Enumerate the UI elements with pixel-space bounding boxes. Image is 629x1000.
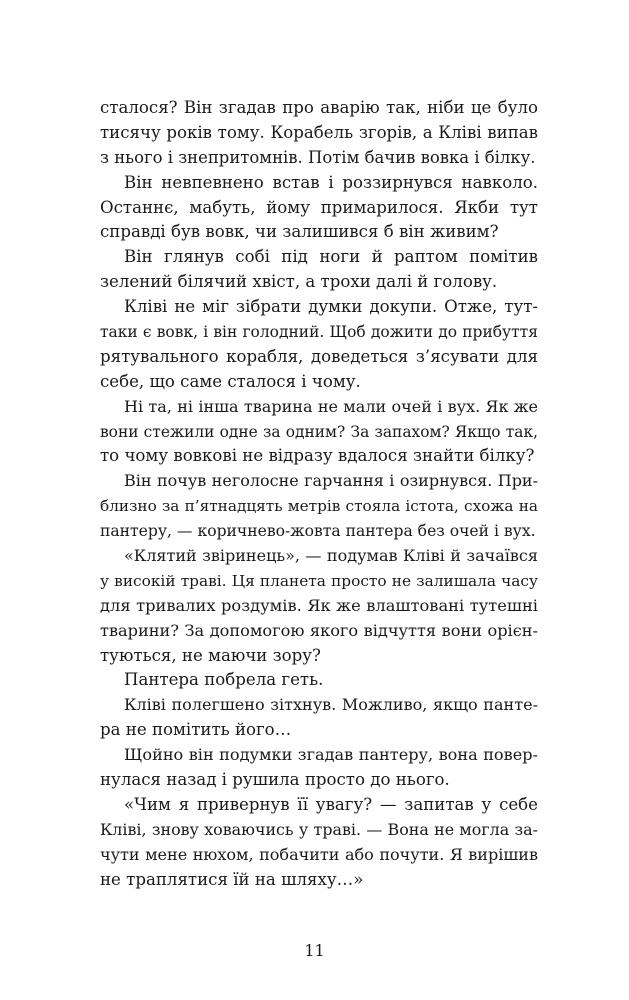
text-line: туються, не маючи зору? — [100, 645, 321, 665]
text-line: з нього і знепритомнів. Потім бачив вовка і білку. — [100, 147, 536, 167]
text-line: у високій траві. Ця планета просто не залишала часу — [100, 571, 538, 590]
text-line: тисячу років тому. Корабель згорів, а Кліві випав — [100, 122, 538, 142]
text-line: «Клятий звіринець», — подумав Кліві й зачаївся — [124, 546, 538, 566]
body-text — [100, 96, 538, 893]
text-line: Кліві не міг зібрати думки докупи. Отже, тут- — [124, 297, 538, 317]
text-line: чути мене нюхом, побачити або почути. Я вирішив — [100, 844, 538, 864]
text-line: Кліві полегшено зітхнув. Можливо, якщо панте- — [124, 695, 538, 715]
text-line: таки є вовк, і він голодний. Щоб дожити до прибуття — [100, 323, 538, 342]
text-line: сталося? Він згадав про аварію так, ніби це було — [100, 98, 538, 117]
text-line: Ні та, ні інша тварина не мали очей і вух. Як же — [124, 396, 538, 416]
page-number: 11 — [304, 941, 325, 960]
text-line: себе, що саме сталося і чому. — [100, 371, 361, 391]
text-line: то чому вовкові не відразу вдалося знайти білку? — [100, 446, 535, 466]
text-line: справді був вовк, чи залишився б він живим? — [100, 222, 499, 242]
text-line: Він глянув собі під ноги й раптом помітив — [124, 247, 538, 267]
text-line: Останнє, мабуть, йому примарилося. Якби тут — [100, 197, 538, 217]
text-line: ра не помітить його… — [100, 720, 292, 740]
text-line: Пантера побрела геть. — [124, 670, 324, 690]
text-line: «Чим я привернув її увагу? — запитав у себе — [124, 794, 538, 814]
text-line: Він невпевнено встав і роззирнувся навколо. — [124, 172, 538, 192]
text-line: тварини? За допомогою якого відчуття вони орієн- — [100, 620, 538, 640]
text-line: Кліві, знову ховаючись у траві. — Вона не могла за- — [100, 819, 538, 839]
text-line: вони стежили одне за одним? За запахом? Якщо так, — [100, 422, 538, 441]
text-line: нулася назад і рушила просто до нього. — [100, 770, 450, 790]
text-line: Щойно він подумки згадав пантеру, вона повер- — [124, 745, 538, 765]
text-line: Він почув неголосне гарчання і озирнувся. При- — [124, 471, 538, 491]
text-line: рятувального корабля, доведеться з’ясувати для — [100, 346, 538, 366]
text-line: пантеру, — коричнево-жовта пантера без очей і вух. — [100, 522, 536, 541]
text-line: близно за п’ятнадцять метрів стояла істота, схожа на — [100, 497, 538, 516]
text-line: не траплятися їй на шляху…» — [100, 869, 364, 889]
text-line: зелений білячий хвіст, а трохи далі й голову. — [100, 272, 498, 292]
text-line: для тривалих роздумів. Як же влаштовані тутешні — [100, 595, 538, 615]
